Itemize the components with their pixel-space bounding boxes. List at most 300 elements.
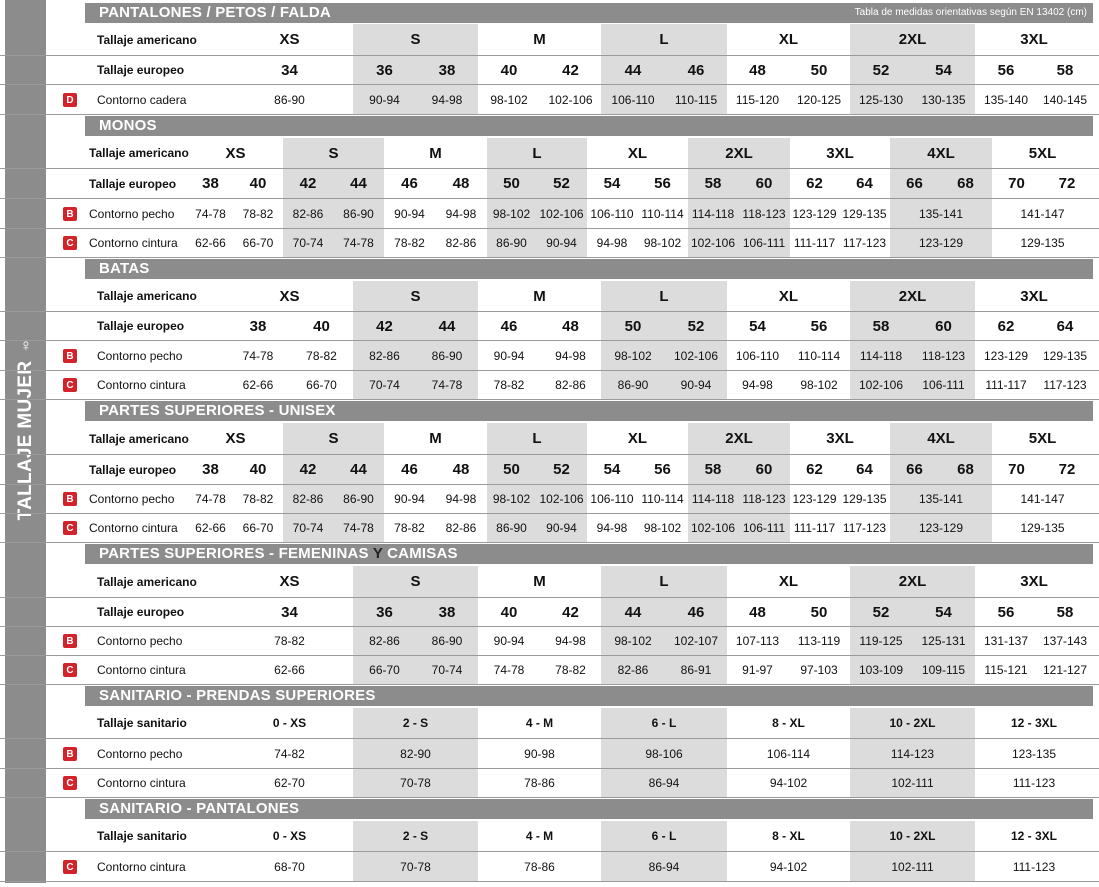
table-cell: 78-86 bbox=[524, 859, 555, 874]
row-label: Tallaje europeo bbox=[97, 63, 185, 77]
section-title: BATAS bbox=[99, 260, 150, 277]
table-cell: 4XL bbox=[890, 423, 992, 454]
table-cell: 78-82 bbox=[555, 663, 586, 677]
table-cell: 36 bbox=[353, 56, 416, 84]
table-cell: 98-102 bbox=[490, 92, 528, 107]
table-cell: XS bbox=[279, 573, 300, 590]
table-cell: 90-94 bbox=[536, 229, 587, 257]
table-cell: 90-94 bbox=[665, 371, 727, 399]
table-cell: 86-90 bbox=[487, 514, 536, 542]
table-cell: 38 bbox=[202, 175, 219, 192]
table-cell: 58 bbox=[688, 455, 738, 484]
table-cell: 111-117 bbox=[793, 236, 836, 250]
row-label: Tallaje europeo bbox=[89, 176, 177, 191]
table-cell: 64 bbox=[1056, 317, 1074, 335]
table-cell: 3XL bbox=[1020, 31, 1048, 48]
table-cell: 117-123 bbox=[1043, 378, 1087, 392]
table-cell: XL bbox=[778, 31, 799, 48]
table-cell: 74-78 bbox=[333, 514, 384, 542]
table-cell: 62 bbox=[806, 175, 823, 192]
table-cell: L bbox=[487, 138, 587, 168]
table-cell: 6 - L bbox=[601, 708, 727, 738]
table-cell: 94-102 bbox=[769, 859, 808, 874]
table-cell: 56 bbox=[654, 175, 671, 192]
table-cell: XL bbox=[778, 287, 799, 305]
measure-badge-b: B bbox=[63, 634, 77, 648]
row-label: Tallaje europeo bbox=[89, 462, 177, 477]
table-cell: 3XL bbox=[826, 430, 854, 447]
table-cell: 58 bbox=[688, 169, 738, 198]
table-cell: 68-70 bbox=[274, 859, 305, 874]
row-label: Contorno cadera bbox=[97, 92, 187, 107]
table-cell: S bbox=[283, 138, 384, 168]
table-cell: 97-103 bbox=[800, 663, 838, 677]
row-label: Tallaje americano bbox=[97, 32, 197, 47]
table-row-contorno-cadera bbox=[0, 85, 1099, 115]
table-cell: 42 bbox=[353, 312, 416, 340]
table-cell: 54 bbox=[749, 317, 766, 335]
table-cell: 98-102 bbox=[487, 199, 536, 228]
section-header-monos bbox=[85, 116, 1093, 136]
table-cell: 86-90 bbox=[333, 199, 384, 228]
table-cell: 123-129 bbox=[890, 229, 992, 257]
table-cell: 66 bbox=[890, 169, 939, 198]
table-cell: 44 bbox=[601, 56, 665, 84]
table-cell: 140-145 bbox=[1042, 92, 1088, 107]
table-cell: 106-110 bbox=[735, 348, 780, 363]
table-cell: 38 bbox=[249, 317, 267, 335]
table-cell: 70-74 bbox=[283, 514, 333, 542]
table-row-tallaje-sanitario bbox=[0, 708, 1099, 739]
table-cell: S bbox=[353, 566, 478, 597]
table-cell: 106-111 bbox=[738, 514, 790, 542]
table-cell: L bbox=[487, 423, 587, 454]
table-cell: M bbox=[429, 430, 442, 447]
table-cell: 2XL bbox=[850, 566, 975, 597]
table-cell: L bbox=[601, 24, 727, 55]
table-cell: 54 bbox=[912, 56, 975, 84]
table-cell: 74-78 bbox=[195, 492, 226, 506]
table-cell: 90-98 bbox=[524, 746, 555, 761]
table-cell: 70 bbox=[1008, 461, 1025, 478]
table-cell: 114-118 bbox=[688, 485, 738, 513]
row-label: Contorno cintura bbox=[97, 776, 186, 790]
table-cell: 82-90 bbox=[353, 739, 478, 768]
table-cell: 38 bbox=[416, 56, 478, 84]
measure-badge-b: B bbox=[63, 207, 77, 221]
section-title: PANTALONES / PETOS / FALDA bbox=[99, 4, 331, 21]
table-cell: 60 bbox=[738, 455, 790, 484]
table-cell: 90-94 bbox=[394, 206, 425, 221]
table-cell: 94-98 bbox=[445, 206, 477, 221]
row-label: Contorno pecho bbox=[89, 206, 175, 221]
table-cell: 48 bbox=[749, 603, 766, 621]
table-cell: 109-115 bbox=[912, 656, 975, 684]
table-cell: 70-74 bbox=[353, 371, 416, 399]
table-cell: 123-135 bbox=[1011, 746, 1057, 761]
table-cell: 118-123 bbox=[912, 341, 975, 370]
table-cell: 12 - 3XL bbox=[1010, 716, 1058, 730]
table-cell: 66 bbox=[890, 455, 939, 484]
table-cell: 106-110 bbox=[590, 492, 634, 506]
table-cell: 40 bbox=[500, 603, 518, 621]
table-cell: 102-106 bbox=[536, 199, 587, 228]
row-label: Contorno pecho bbox=[97, 634, 183, 648]
section-header-sanitario-superiores bbox=[85, 686, 1093, 706]
table-row-tallaje-europeo bbox=[0, 169, 1099, 199]
table-cell: 137-143 bbox=[1042, 634, 1088, 648]
table-cell: XS bbox=[279, 31, 300, 48]
table-cell: 141-147 bbox=[1020, 206, 1065, 221]
table-cell: 78-82 bbox=[394, 236, 425, 250]
table-cell: 8 - XL bbox=[772, 829, 805, 843]
table-cell: 117-123 bbox=[842, 521, 887, 535]
table-cell: S bbox=[353, 281, 478, 311]
table-cell: 135-140 bbox=[983, 92, 1029, 107]
table-cell: 50 bbox=[601, 312, 665, 340]
table-cell: 34 bbox=[281, 603, 298, 621]
table-cell: 91-97 bbox=[742, 663, 773, 677]
measure-badge-c: C bbox=[63, 860, 77, 874]
table-cell: 94-98 bbox=[555, 634, 586, 648]
table-cell: 68 bbox=[939, 169, 992, 198]
section-header-superiores-unisex bbox=[85, 401, 1093, 421]
table-cell: 113-119 bbox=[797, 634, 841, 648]
table-cell: 66-70 bbox=[242, 521, 274, 535]
table-cell: 106-110 bbox=[590, 206, 634, 221]
table-cell: M bbox=[533, 573, 546, 590]
table-cell: 52 bbox=[850, 598, 912, 626]
table-cell: 2XL bbox=[850, 24, 975, 55]
table-cell: 44 bbox=[416, 312, 478, 340]
table-cell: 52 bbox=[536, 169, 587, 198]
table-cell: 125-131 bbox=[912, 627, 975, 655]
row-label: Contorno pecho bbox=[97, 746, 183, 761]
table-cell: 90-94 bbox=[536, 514, 587, 542]
table-cell: 94-98 bbox=[596, 521, 628, 535]
table-row-tallaje-europeo bbox=[0, 56, 1099, 85]
sidebar-title: TALLAJE MUJER bbox=[14, 360, 36, 521]
table-cell: S bbox=[353, 24, 478, 55]
table-cell: 123-129 bbox=[983, 348, 1029, 363]
table-cell: 82-86 bbox=[283, 199, 333, 228]
table-cell: 90-94 bbox=[493, 634, 525, 648]
table-row-tallaje-americano bbox=[0, 24, 1099, 56]
row-label: Tallaje americano bbox=[97, 289, 197, 303]
table-cell: 68 bbox=[939, 455, 992, 484]
table-cell: 82-86 bbox=[353, 627, 416, 655]
table-cell: 102-111 bbox=[850, 769, 975, 797]
table-cell: 12 - 3XL bbox=[1010, 829, 1058, 843]
row-label: Contorno pecho bbox=[97, 348, 183, 363]
table-cell: 74-78 bbox=[416, 371, 478, 399]
table-cell: XL bbox=[778, 573, 799, 590]
table-cell: 8 - XL bbox=[772, 716, 805, 730]
table-cell: 62-66 bbox=[195, 521, 226, 535]
measure-badge-c: C bbox=[63, 776, 77, 790]
table-cell: 98-102 bbox=[601, 627, 665, 655]
measure-badge-b: B bbox=[63, 747, 77, 761]
table-cell: 74-78 bbox=[493, 663, 525, 677]
table-cell: 119-125 bbox=[850, 627, 912, 655]
table-cell: 102-106 bbox=[665, 341, 727, 370]
table-cell: 121-127 bbox=[1042, 663, 1088, 677]
table-cell: 118-123 bbox=[738, 485, 790, 513]
table-cell: 48 bbox=[452, 175, 470, 192]
table-cell: 102-107 bbox=[665, 627, 727, 655]
table-cell: 86-90 bbox=[601, 371, 665, 399]
table-cell: 54 bbox=[912, 598, 975, 626]
table-cell: 5XL bbox=[1028, 144, 1057, 162]
table-cell: 50 bbox=[810, 603, 828, 621]
table-cell: 52 bbox=[536, 455, 587, 484]
table-row-contorno-pecho bbox=[0, 485, 1099, 514]
table-row-contorno-pecho bbox=[0, 739, 1099, 769]
table-cell: 2XL bbox=[688, 138, 790, 168]
table-cell: 129-135 bbox=[842, 492, 887, 506]
measure-badge-b: B bbox=[63, 492, 77, 506]
row-label: Contorno cintura bbox=[97, 859, 186, 874]
section-header-superiores-femeninas bbox=[85, 544, 1093, 564]
row-label: Tallaje sanitario bbox=[97, 829, 187, 843]
table-cell: 58 bbox=[850, 312, 912, 340]
table-row-contorno-cintura bbox=[0, 229, 1099, 258]
table-cell: 62-66 bbox=[274, 663, 305, 677]
table-cell: 114-123 bbox=[850, 739, 975, 768]
table-cell: 129-135 bbox=[1042, 348, 1088, 363]
table-cell: 102-106 bbox=[688, 514, 738, 542]
table-cell: 72 bbox=[1058, 461, 1076, 478]
table-cell: 44 bbox=[333, 455, 384, 484]
table-cell: 94-98 bbox=[596, 236, 628, 250]
table-cell: XL bbox=[627, 430, 648, 447]
table-cell: 98-102 bbox=[800, 378, 838, 392]
table-cell: 56 bbox=[997, 61, 1015, 79]
row-label: Contorno cintura bbox=[89, 521, 178, 535]
table-cell: 78-82 bbox=[306, 348, 337, 363]
table-cell: 94-98 bbox=[555, 348, 586, 363]
table-cell: 86-94 bbox=[601, 769, 727, 797]
table-cell: L bbox=[601, 566, 727, 597]
row-label: Tallaje americano bbox=[97, 574, 197, 589]
table-cell: 70-78 bbox=[353, 852, 478, 881]
table-row-contorno-cintura bbox=[0, 371, 1099, 400]
measure-badge-c: C bbox=[63, 663, 77, 677]
row-label: Contorno cintura bbox=[97, 663, 186, 677]
table-cell: M bbox=[533, 31, 546, 48]
table-cell: 2 - S bbox=[353, 708, 478, 738]
table-row-contorno-cintura bbox=[0, 514, 1099, 543]
table-cell: XS bbox=[225, 430, 246, 447]
table-cell: 58 bbox=[1056, 603, 1074, 621]
table-cell: 46 bbox=[401, 175, 418, 192]
measure-badge-c: C bbox=[63, 521, 77, 535]
table-cell: 129-135 bbox=[842, 206, 887, 221]
table-cell: XS bbox=[279, 287, 300, 305]
table-cell: 102-106 bbox=[850, 371, 912, 399]
table-row-tallaje-americano bbox=[0, 423, 1099, 455]
table-cell: 38 bbox=[202, 461, 219, 478]
table-cell: 90-94 bbox=[353, 85, 416, 114]
table-cell: 90-94 bbox=[394, 492, 425, 506]
table-cell: 50 bbox=[487, 455, 536, 484]
measure-badge-d: D bbox=[63, 93, 77, 107]
table-cell: 90-94 bbox=[493, 348, 525, 363]
table-cell: 62 bbox=[806, 461, 823, 478]
section-title: PARTES SUPERIORES - FEMENINAS Y CAMISAS bbox=[99, 545, 458, 562]
section-title: MONOS bbox=[99, 117, 157, 134]
table-cell: 114-118 bbox=[850, 341, 912, 370]
table-cell: 98-102 bbox=[601, 341, 665, 370]
table-cell: 78-82 bbox=[242, 206, 274, 221]
table-cell: S bbox=[283, 423, 384, 454]
table-cell: 123-129 bbox=[890, 514, 992, 542]
table-cell: 74-78 bbox=[333, 229, 384, 257]
table-cell: 2XL bbox=[688, 423, 790, 454]
measure-badge-b: B bbox=[63, 349, 77, 363]
table-cell: 102-106 bbox=[548, 92, 593, 107]
table-cell: 117-123 bbox=[842, 236, 887, 250]
table-cell: 118-123 bbox=[738, 199, 790, 228]
table-row-contorno-cintura bbox=[0, 656, 1099, 685]
table-cell: 3XL bbox=[1020, 287, 1048, 305]
table-cell: 94-98 bbox=[445, 492, 477, 506]
table-cell: 46 bbox=[500, 317, 518, 335]
row-label: Tallaje europeo bbox=[97, 605, 185, 619]
table-cell: 70-78 bbox=[353, 769, 478, 797]
section-header-sanitario-pantalones bbox=[85, 799, 1093, 819]
table-cell: 56 bbox=[654, 461, 671, 478]
table-cell: 64 bbox=[856, 175, 873, 192]
table-cell: 2 - S bbox=[353, 821, 478, 851]
section-title: SANITARIO - PANTALONES bbox=[99, 800, 300, 817]
table-cell: 78-86 bbox=[524, 776, 555, 790]
table-cell: 62-66 bbox=[195, 236, 226, 250]
table-row-tallaje-sanitario bbox=[0, 821, 1099, 852]
table-cell: 82-86 bbox=[445, 521, 477, 535]
table-cell: 110-114 bbox=[641, 206, 684, 221]
table-cell: 135-141 bbox=[890, 199, 992, 228]
table-cell: 70 bbox=[1008, 175, 1025, 192]
table-cell: 86-90 bbox=[487, 229, 536, 257]
table-cell: 62 bbox=[997, 317, 1015, 335]
table-cell: 36 bbox=[353, 598, 416, 626]
table-cell: 82-86 bbox=[283, 485, 333, 513]
table-cell: 111-123 bbox=[1012, 859, 1056, 874]
table-cell: 66-70 bbox=[353, 656, 416, 684]
table-cell: 46 bbox=[665, 598, 727, 626]
measure-badge-c: C bbox=[63, 236, 77, 250]
table-cell: 42 bbox=[283, 169, 333, 198]
table-cell: 40 bbox=[249, 175, 267, 192]
table-cell: 5XL bbox=[1028, 430, 1057, 447]
table-cell: 42 bbox=[283, 455, 333, 484]
table-cell: 52 bbox=[850, 56, 912, 84]
table-cell: 86-90 bbox=[333, 485, 384, 513]
table-cell: 52 bbox=[665, 312, 727, 340]
table-cell: 66-70 bbox=[242, 236, 274, 250]
table-cell: 38 bbox=[416, 598, 478, 626]
table-row-contorno-pecho bbox=[0, 341, 1099, 371]
table-cell: 74-82 bbox=[274, 746, 305, 761]
table-cell: 110-115 bbox=[665, 85, 727, 114]
table-cell: 111-117 bbox=[985, 378, 1027, 392]
table-cell: 54 bbox=[603, 175, 621, 192]
section-title: PARTES SUPERIORES - UNISEX bbox=[99, 402, 336, 419]
table-cell: 6 - L bbox=[601, 821, 727, 851]
table-cell: 50 bbox=[487, 169, 536, 198]
table-cell: 10 - 2XL bbox=[850, 821, 975, 851]
section-header-pantalones bbox=[85, 3, 1093, 23]
table-row-tallaje-americano bbox=[0, 566, 1099, 598]
table-cell: 103-109 bbox=[850, 656, 912, 684]
section-title: SANITARIO - PRENDAS SUPERIORES bbox=[99, 687, 376, 704]
table-cell: 82-86 bbox=[601, 656, 665, 684]
table-cell: 106-114 bbox=[766, 746, 811, 761]
table-cell: 102-106 bbox=[536, 485, 587, 513]
table-cell: 64 bbox=[856, 461, 873, 478]
row-label: Tallaje europeo bbox=[97, 319, 185, 333]
row-label: Contorno pecho bbox=[89, 492, 175, 506]
table-cell: 106-111 bbox=[912, 371, 975, 399]
table-cell: 102-106 bbox=[688, 229, 738, 257]
row-label: Tallaje americano bbox=[89, 146, 189, 160]
table-cell: 74-78 bbox=[195, 206, 226, 221]
table-cell: 70-74 bbox=[283, 229, 333, 257]
table-cell: 94-98 bbox=[742, 378, 773, 392]
table-cell: 4 - M bbox=[525, 716, 554, 730]
table-cell: 111-117 bbox=[793, 521, 836, 535]
table-cell: 56 bbox=[997, 603, 1015, 621]
table-cell: 115-121 bbox=[984, 663, 1028, 677]
table-cell: 74-78 bbox=[242, 348, 274, 363]
table-cell: 86-90 bbox=[274, 92, 305, 107]
table-cell: 62-66 bbox=[242, 378, 274, 392]
table-cell: 110-114 bbox=[797, 348, 841, 363]
table-cell: 107-113 bbox=[735, 634, 780, 648]
table-cell: 129-135 bbox=[1020, 236, 1065, 250]
table-cell: 102-111 bbox=[850, 852, 975, 881]
table-cell: XL bbox=[627, 144, 648, 162]
table-cell: 3XL bbox=[1020, 573, 1048, 590]
table-row-tallaje-europeo bbox=[0, 455, 1099, 485]
table-cell: L bbox=[601, 281, 727, 311]
table-cell: 66-70 bbox=[306, 378, 337, 392]
table-cell: 86-94 bbox=[601, 852, 727, 881]
table-cell: 106-110 bbox=[601, 85, 665, 114]
table-cell: 78-82 bbox=[274, 634, 305, 648]
table-cell: 82-86 bbox=[555, 378, 586, 392]
table-cell: 78-82 bbox=[394, 521, 425, 535]
table-cell: 125-130 bbox=[850, 85, 912, 114]
table-cell: 78-82 bbox=[242, 492, 274, 506]
table-cell: 82-86 bbox=[353, 341, 416, 370]
table-cell: 58 bbox=[1056, 61, 1074, 79]
table-cell: 111-123 bbox=[1012, 776, 1056, 790]
table-cell: 48 bbox=[562, 317, 579, 335]
table-cell: 98-102 bbox=[643, 521, 682, 535]
table-cell: XS bbox=[225, 144, 246, 162]
table-cell: 48 bbox=[452, 461, 470, 478]
table-cell: 110-114 bbox=[641, 492, 684, 506]
table-cell: 62-70 bbox=[274, 776, 305, 790]
table-row-contorno-pecho bbox=[0, 199, 1099, 229]
table-cell: 94-98 bbox=[416, 85, 478, 114]
table-cell: 98-102 bbox=[643, 236, 682, 250]
table-cell: 4XL bbox=[890, 138, 992, 168]
table-cell: 10 - 2XL bbox=[850, 708, 975, 738]
table-cell: 48 bbox=[749, 61, 766, 79]
